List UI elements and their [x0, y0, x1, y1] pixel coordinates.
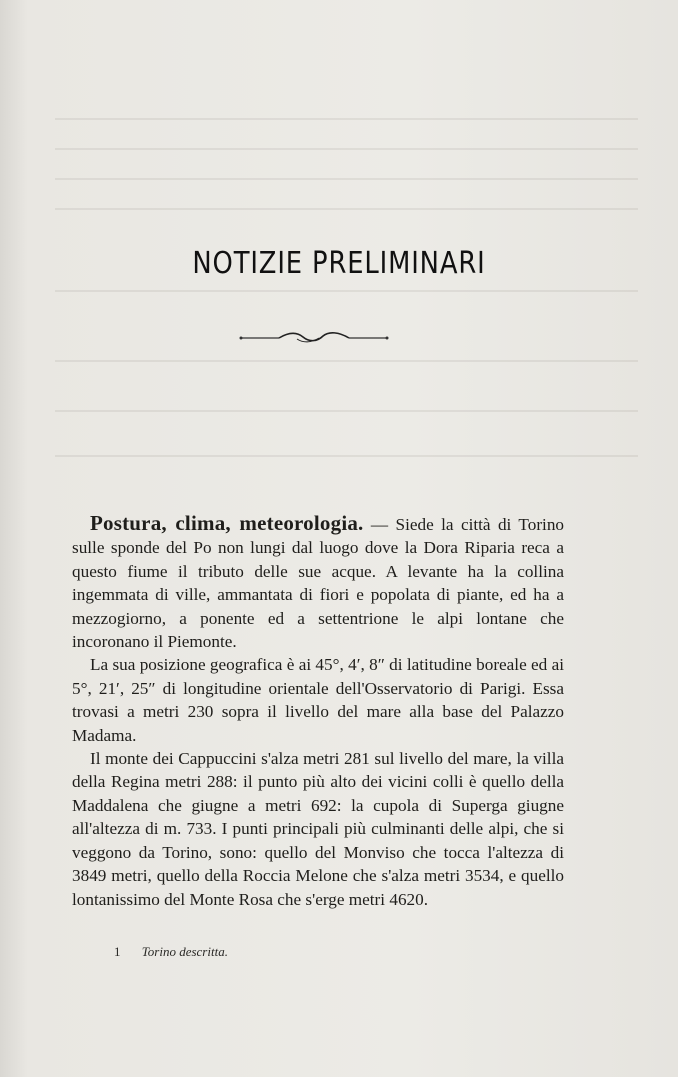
bleed-through-line: [55, 290, 638, 292]
paragraph-text: — Siede la città di Torino sulle sponde del Po non lungi dal luogo dove la Dora Riparia reca a questo fiume il tributo delle sue acque. A levante ha la collina ingemmata di ville, ammantata di fiori e popolata di piante, ed ha a mezzogiorno, a ponente ed a settentrione le alpi lontane che incoronano il Piemonte.: [72, 515, 565, 652]
body-text: [72, 512, 564, 911]
bleed-through-line: [55, 455, 638, 457]
bleed-through-line: [55, 410, 638, 412]
paragraph: Il monte dei Cappuccini s'alza metri 281 sul livello del mare, la villa della Regina metri 288: il punto più alto dei vicini colli è quello della Maddalena che giugne a metri 692: la cupola di Superga giugne all'altezza di m. 733. I punti principali più culminanti delle alpi, che si veggono da Torino, sono: quello del Monviso che tocca l'altezza di 3849 metri, quello della Roccia Melone che s'alza metri 3534, e quello lontanissimo del Monte Rosa che s'erge metri 4620.: [72, 749, 564, 909]
paragraph: La sua posizione geografica è ai 45°, 4′, 8″ di latitudine boreale ed ai 5°, 21′, 25″ di longitudine orientale dell'Osservatorio di Parigi. Essa trovasi a metri 230 sopra il livello del mare alla base del Palazzo Madama.: [72, 655, 564, 745]
signature-title: Torino descritta.: [141, 944, 228, 959]
paragraph: [72, 512, 564, 653]
bleed-through-line: [55, 178, 638, 180]
section-heading: Postura, clima, meteorologia.: [90, 511, 364, 535]
bleed-through-line: [55, 118, 638, 120]
ornament-divider-icon: [239, 330, 389, 346]
bleed-through-line: [55, 360, 638, 362]
bleed-through-line: [55, 208, 638, 210]
chapter-title: NOTIZIE PRELIMINARI: [192, 246, 486, 281]
bleed-through-line: [55, 148, 638, 150]
printer-signature: [114, 944, 228, 960]
signature-number: 1: [114, 944, 121, 959]
